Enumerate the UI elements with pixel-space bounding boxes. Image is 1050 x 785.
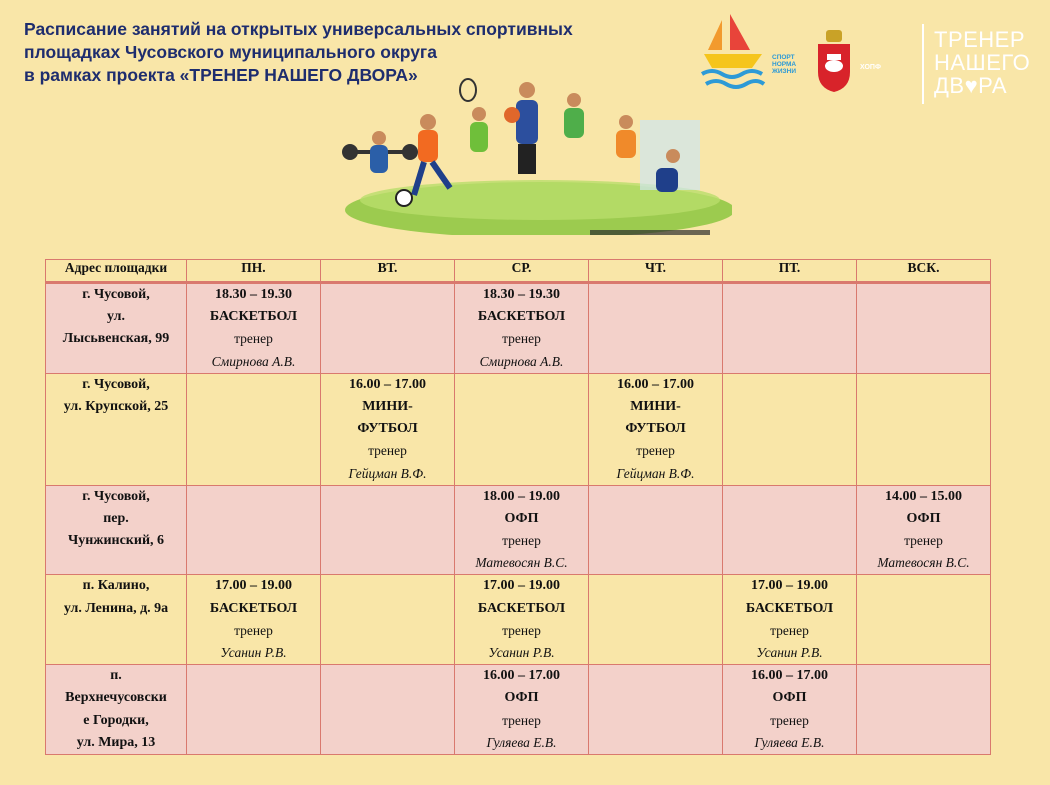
table-row xyxy=(46,283,991,374)
address-line: г. Чусовой, xyxy=(82,488,150,504)
schedule-cell xyxy=(589,485,723,575)
session-sport: ФУТБОЛ xyxy=(625,421,686,437)
session-time: 17.00 – 19.00 xyxy=(751,578,828,594)
coach-name: Матевосян В.С. xyxy=(877,555,970,571)
heart-icon: ♥ xyxy=(964,73,979,98)
trainer-logo: ТРЕНЕР НАШЕГО ДВ♥РА xyxy=(934,27,1031,98)
table-row xyxy=(46,575,991,665)
schedule-cell xyxy=(589,283,723,374)
session-sport: МИНИ- xyxy=(362,398,413,414)
coach-name: Усанин Р.В. xyxy=(220,645,287,660)
column-header: ВСК. xyxy=(857,260,991,283)
address-cell xyxy=(46,485,187,575)
column-header: ВТ. xyxy=(321,260,455,283)
address-line: ул. xyxy=(106,309,125,325)
schedule-cell xyxy=(455,485,589,575)
address-line: п. Калино, xyxy=(82,578,150,594)
address-line: ул. Ленина, д. 9а xyxy=(63,600,169,616)
address-line: г. Чусовой, xyxy=(82,287,150,302)
column-header: Адрес площадки xyxy=(46,260,187,283)
schedule-cell xyxy=(187,283,321,374)
coach-label: тренер xyxy=(234,331,273,347)
session-sport: МИНИ- xyxy=(630,398,681,414)
perm-crest-icon xyxy=(816,30,852,92)
schedule-cell xyxy=(857,575,991,665)
address-line: Верхнечусовски xyxy=(65,690,167,706)
session-time: 16.00 – 17.00 xyxy=(751,668,828,684)
coach-name: Гейцман В.Ф. xyxy=(616,465,695,481)
table-row xyxy=(46,485,991,575)
schedule-cell xyxy=(857,373,991,485)
address-cell xyxy=(46,665,187,755)
crest-caption: ХОПФ xyxy=(860,64,881,71)
coach-name: Смирнова А.В. xyxy=(479,353,564,369)
schedule-cell xyxy=(723,575,857,665)
schedule-cell xyxy=(589,373,723,485)
column-header: СР. xyxy=(455,260,589,283)
coach-label: тренер xyxy=(502,712,541,728)
address-line: Чунжинский, 6 xyxy=(67,533,165,549)
session-sport: БАСКЕТБОЛ xyxy=(477,600,566,616)
session-sport: ОФП xyxy=(906,510,941,526)
address-line: ул. Мира, 13 xyxy=(76,734,156,750)
session-sport: ОФП xyxy=(772,690,807,706)
address-line: Лысьвенская, 99 xyxy=(62,331,170,347)
session-sport: БАСКЕТБОЛ xyxy=(209,600,298,616)
coach-label: тренер xyxy=(234,622,273,638)
coach-label: тренер xyxy=(368,443,407,459)
session-time: 18.30 – 19.30 xyxy=(483,287,560,302)
schedule-cell xyxy=(723,373,857,485)
schedule-cell xyxy=(321,665,455,755)
schedule-cell xyxy=(723,283,857,374)
session-sport: БАСКЕТБОЛ xyxy=(209,309,298,325)
column-header: ПТ. xyxy=(723,260,857,283)
logo-divider xyxy=(922,24,924,104)
schedule-cell xyxy=(455,373,589,485)
schedule-cell xyxy=(321,373,455,485)
session-time: 18.30 – 19.30 xyxy=(215,287,292,302)
schedule-cell xyxy=(589,665,723,755)
schedule-cell xyxy=(321,485,455,575)
table-row xyxy=(46,373,991,485)
schedule-cell xyxy=(455,283,589,374)
schedule-cell xyxy=(187,665,321,755)
schedule-cell xyxy=(723,485,857,575)
coach-label: тренер xyxy=(502,331,541,347)
schedule-cell xyxy=(455,665,589,755)
coach-label: тренер xyxy=(636,443,675,459)
session-sport: БАСКЕТБОЛ xyxy=(745,600,834,616)
coach-name: Смирнова А.В. xyxy=(211,353,296,369)
session-time: 14.00 – 15.00 xyxy=(885,488,962,504)
session-sport: ОФП xyxy=(504,690,539,706)
address-line: пер. xyxy=(103,510,129,526)
schedule-cell xyxy=(723,665,857,755)
address-line: е Городки, xyxy=(83,712,149,728)
schedule-table xyxy=(45,259,991,755)
column-header: ЧТ. xyxy=(589,260,723,283)
session-time: 18.00 – 19.00 xyxy=(483,488,560,504)
sport-life-logo: СПОРТ НОРМА ЖИЗНИ xyxy=(772,54,797,75)
session-time: 17.00 – 19.00 xyxy=(215,578,292,594)
schedule-cell xyxy=(455,575,589,665)
address-cell xyxy=(46,373,187,485)
schedule-cell xyxy=(321,283,455,374)
title-line: площадках Чусовского муниципального округа xyxy=(24,42,437,62)
session-time: 16.00 – 17.00 xyxy=(349,376,426,392)
address-line: г. Чусовой, xyxy=(82,376,150,392)
coach-label: тренер xyxy=(502,622,541,638)
table-row xyxy=(46,665,991,755)
schedule-cell xyxy=(187,575,321,665)
coach-name: Матевосян В.С. xyxy=(475,555,568,571)
schedule-cell xyxy=(857,283,991,374)
coach-name: Гуляева Е.В. xyxy=(754,734,825,750)
coach-name: Усанин Р.В. xyxy=(488,645,555,660)
coach-label: тренер xyxy=(904,533,943,549)
schedule-cell xyxy=(321,575,455,665)
column-header: ПН. xyxy=(187,260,321,283)
partner-logos xyxy=(700,10,1040,100)
address-line: п. xyxy=(110,668,122,684)
session-sport: ОФП xyxy=(504,510,539,526)
athletes-illustration-icon xyxy=(340,60,732,235)
schedule-cell xyxy=(187,373,321,485)
address-cell xyxy=(46,575,187,665)
coach-label: тренер xyxy=(770,622,809,638)
address-line: ул. Крупской, 25 xyxy=(63,398,169,414)
coach-name: Гуляева Е.В. xyxy=(486,734,557,750)
session-sport: ФУТБОЛ xyxy=(357,421,418,437)
coach-name: Гейцман В.Ф. xyxy=(348,465,427,481)
session-time: 16.00 – 17.00 xyxy=(483,668,560,684)
coach-name: Усанин Р.В. xyxy=(756,645,823,660)
session-sport: БАСКЕТБОЛ xyxy=(477,309,566,325)
address-cell xyxy=(46,283,187,374)
session-time: 17.00 – 19.00 xyxy=(483,578,560,594)
schedule-cell xyxy=(857,665,991,755)
coach-label: тренер xyxy=(502,533,541,549)
schedule-cell xyxy=(857,485,991,575)
session-time: 16.00 – 17.00 xyxy=(617,376,694,392)
schedule-cell xyxy=(187,485,321,575)
title-line: в рамках проекта «ТРЕНЕР НАШЕГО ДВОРА» xyxy=(24,65,418,85)
schedule-cell xyxy=(589,575,723,665)
coach-label: тренер xyxy=(770,712,809,728)
title-line: Расписание занятий на открытых универсальных спортивных xyxy=(24,19,573,39)
table-header-row xyxy=(46,260,991,283)
